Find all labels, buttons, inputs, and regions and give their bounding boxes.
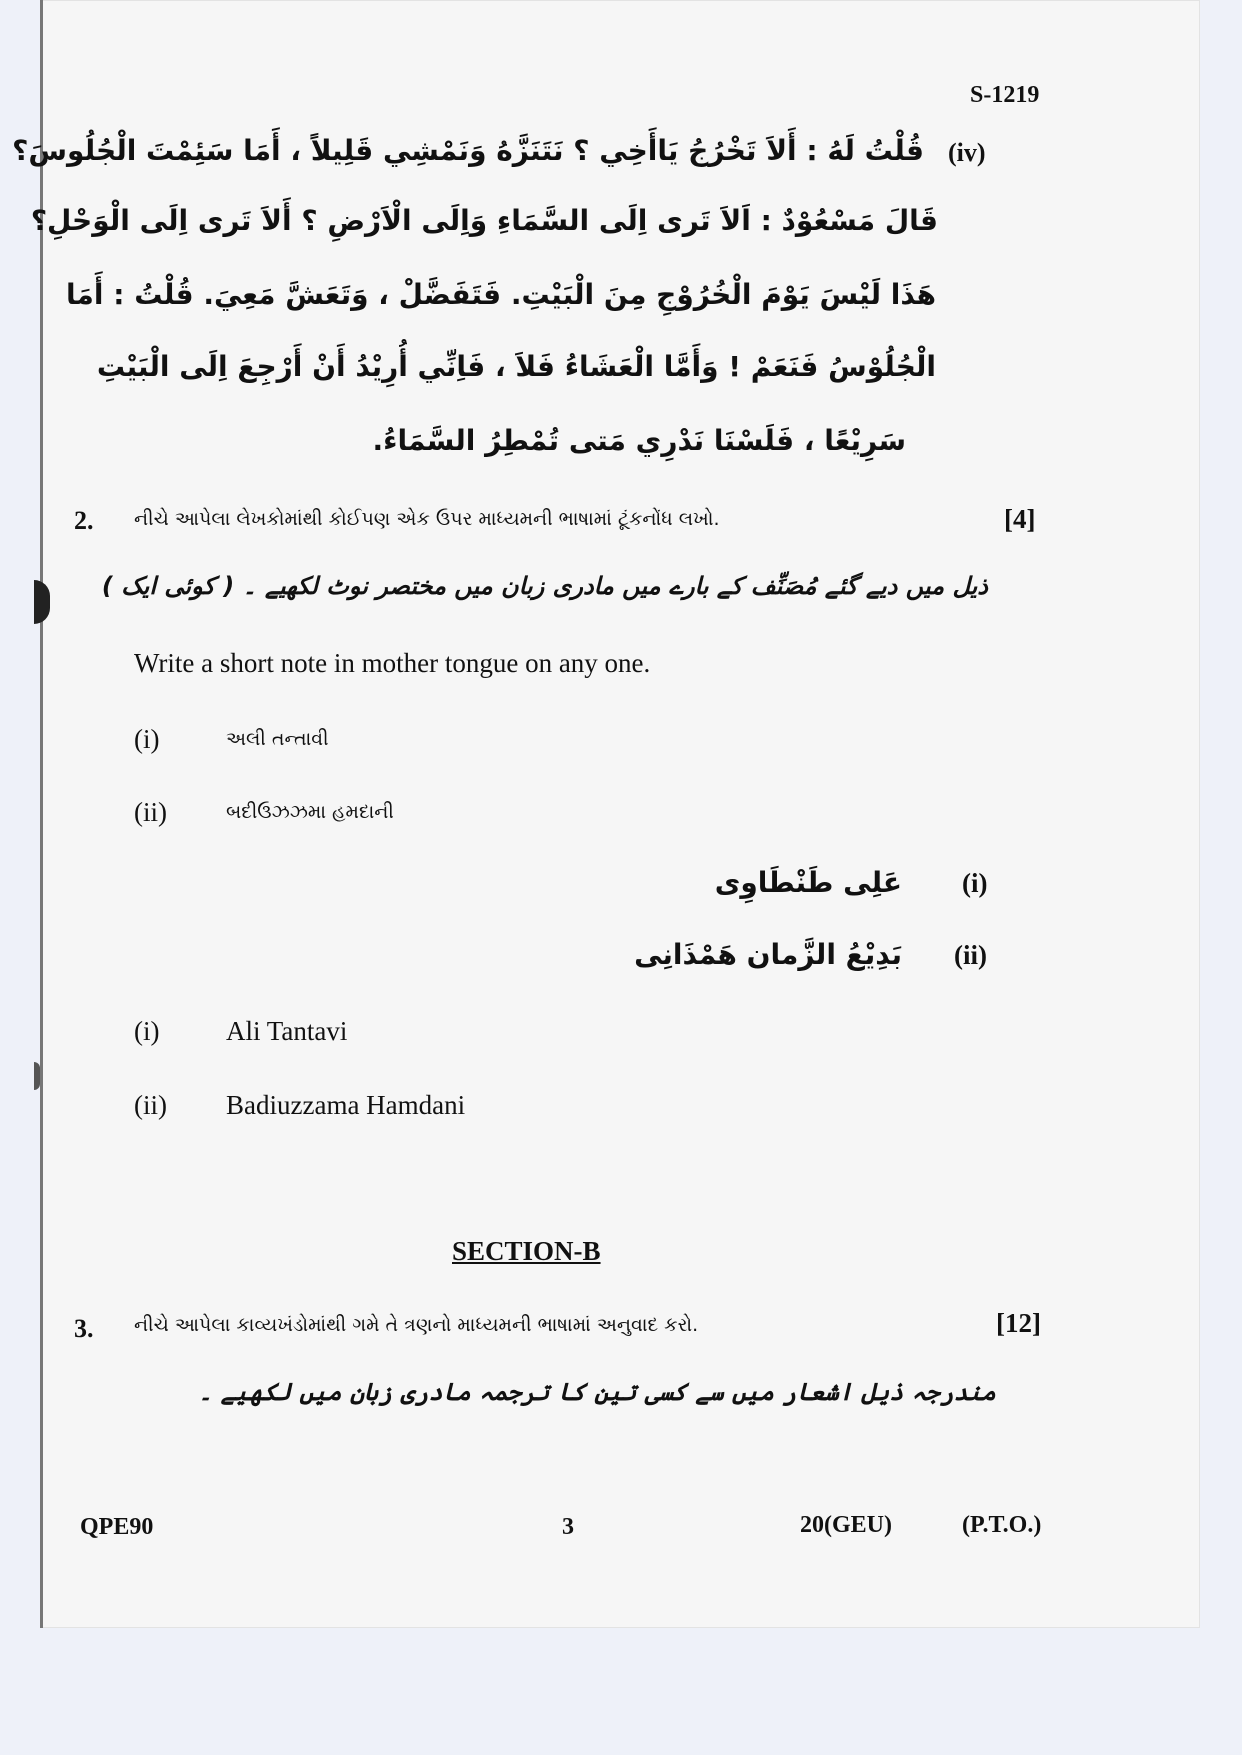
question-number: 2. [74,506,94,535]
question-text-gujarati: નીચે આપેલા લેખકોમાંથી કોઈપણ એક ઉપર માધ્યમની ભાષામાં ટૂંકનોંધ લખો. [134,508,720,530]
page-edge [40,0,43,1628]
arabic-passage-line: هَذَا لَيْسَ يَوْمَ الْخُرُوْجِ مِنَ الْبَيْتِ. فَتَفَضَّلْ ، وَتَعَشَّ مَعِيَ. قُلْتُ : أَمَا [66,278,936,311]
paper-code: S-1219 [970,82,1040,108]
question-marks: [4] [1004,504,1036,534]
footer-pto: (P.T.O.) [962,1512,1042,1538]
binding-hole [34,1062,40,1090]
item-marker: (i) [134,724,160,754]
question-number: 3. [74,1314,94,1343]
item-marker: (ii) [954,940,987,970]
section-title: SECTION-B [452,1236,601,1266]
author-name-gujarati: બદીઉઝઝમા હમદાની [226,801,394,823]
question-marks: [12] [996,1308,1041,1338]
item-marker: (ii) [134,797,167,827]
item-marker: (i) [134,1016,160,1046]
question-text-urdu: ذیل میں دیے گئے مُصَنِّف کے بارے میں مادری زبان میں مختصر نوٹ لکھیے ۔ ( کوئی ایک ) [101,572,988,600]
question-text-gujarati: નીચે આપેલા કાવ્યખંડોમાંથી ગમે તે ત્રણનો માધ્યમની ભાષામાં અનુવાદ કરો. [134,1314,699,1336]
author-name-arabic: بَدِيْعُ الزَّمان هَمْذَانِى [634,938,902,971]
question-text-urdu: مندرجہ ذیل اشعار میں سے کسی تین کا ترجمہ مادری زبان میں لکھیے ۔ [198,1378,996,1406]
page-number: 3 [562,1514,574,1540]
footer-series: 20(GEU) [800,1512,892,1538]
arabic-passage-line: قُلْتُ لَهُ : أَلاَ تَخْرُجُ يَاأَخِي ؟ نَتَنَزَّهُ وَنَمْشِي قَلِيلاً ، أَمَا سَئِمْتَ الْجُلُوسَ؟ [12,134,924,167]
question-text-english: Write a short note in mother tongue on any one. [134,648,651,678]
author-name-english: Ali Tantavi [226,1016,348,1046]
arabic-passage-line: قَالَ مَسْعُوْدٌ : اَلاَ تَرى اِلَى السَّمَاءِ وَاِلَى الْاَرْضِ ؟ أَلاَ تَرى اِلَى الْوَحْلِ؟ [30,204,938,237]
arabic-passage-line: الْجُلُوْسُ فَنَعَمْ ! وَأَمَّا الْعَشَاءُ فَلاَ ، فَاِنِّي أُرِيْدُ أَنْ أَرْجِعَ اِلَى الْبَيْتِ [96,350,936,383]
item-marker: (ii) [134,1090,167,1120]
footer-code: QPE90 [80,1514,154,1540]
item-marker: (i) [962,868,988,898]
question-marker: (iv) [948,138,986,167]
author-name-english: Badiuzzama Hamdani [226,1090,466,1120]
author-name-arabic: عَلِى طَنْطَاوِى [714,866,902,899]
author-name-gujarati: અલી તન્તાવી [226,728,329,750]
arabic-passage-line: سَرِيْعًا ، فَلَسْنَا نَدْرِي مَتى تُمْطِرُ السَّمَاءُ. [372,424,906,457]
